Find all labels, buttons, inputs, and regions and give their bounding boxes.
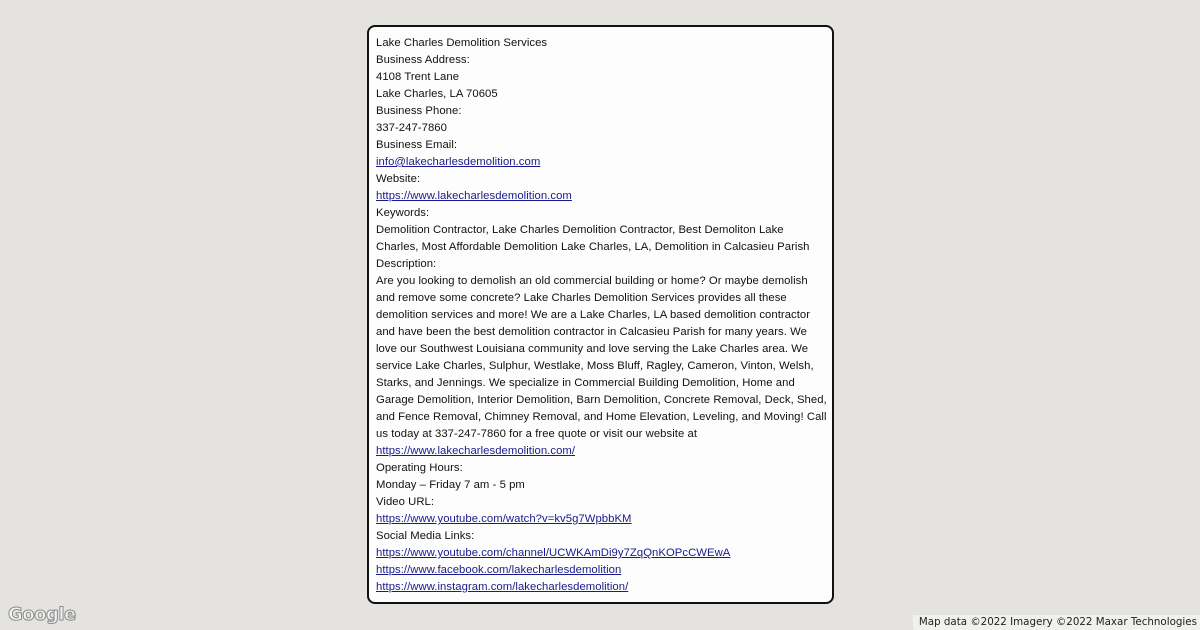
instagram-link[interactable]: https://www.instagram.com/lakecharlesdemolition/ (376, 581, 629, 593)
map-attribution: Map data ©2022 Imagery ©2022 Maxar Technologies (913, 615, 1200, 630)
business-info-card (367, 25, 834, 604)
phone-number: 337-247-7860 (376, 122, 447, 134)
website-label: Website: (376, 173, 421, 185)
hours-text: Monday – Friday 7 am - 5 pm (376, 479, 525, 491)
email-link[interactable]: info@lakecharlesdemolition.com (376, 156, 541, 168)
keywords-text: Demolition Contractor, Lake Charles Demolition Contractor, Best Demoliton Lake Charles, Most Affordable Demolition Lake Charles, LA, Demolition in Calcasieu Parish (376, 224, 810, 253)
address-label: Business Address: (376, 54, 470, 66)
email-label: Business Email: (376, 139, 458, 151)
description-label: Description: (376, 258, 437, 270)
description-website-link[interactable]: https://www.lakecharlesdemolition.com/ (376, 445, 576, 457)
business-info-content (376, 35, 828, 596)
hours-label: Operating Hours: (376, 462, 463, 474)
address-line-1: 4108 Trent Lane (376, 71, 460, 83)
phone-label: Business Phone: (376, 105, 462, 117)
social-label: Social Media Links: (376, 530, 475, 542)
business-name: Lake Charles Demolition Services (376, 37, 548, 49)
website-link[interactable]: https://www.lakecharlesdemolition.com (376, 190, 572, 202)
video-link[interactable]: https://www.youtube.com/watch?v=kv5g7WpbbKM (376, 513, 632, 525)
youtube-channel-link[interactable]: https://www.youtube.com/channel/UCWKAmDi9y7ZqQnKOPcCWEwA (376, 547, 731, 559)
video-label: Video URL: (376, 496, 435, 508)
keywords-label: Keywords: (376, 207, 430, 219)
description-text: Are you looking to demolish an old commercial building or home? Or maybe demolish and remove some concrete? Lake Charles Demolition Services provides all these demolition services and more! We are a Lake Charles, LA based demolition contractor and have been the best demolition contractor in Calcasieu Parish for many years. We love our Southwest Louisiana community and love serving the Lake Charles area. We service Lake Charles, Sulphur, Westlake, Moss Bluff, Ragley, Cameron, Vinton, Welsh, Starks, and Jennings. We specialize in Commercial Building Demolition, Home and Garage Demolition, Interior Demolition, Barn Demolition, Concrete Removal, Deck, Shed, and Fence Removal, Chimney Removal, and Home Elevation, Leveling, and Moving! Call us today at 337-247-7860 for a free quote or visit our website at (376, 275, 827, 440)
address-line-2: Lake Charles, LA 70605 (376, 88, 498, 100)
facebook-link[interactable]: https://www.facebook.com/lakecharlesdemolition (376, 564, 622, 576)
google-logo[interactable]: Google (8, 604, 76, 625)
